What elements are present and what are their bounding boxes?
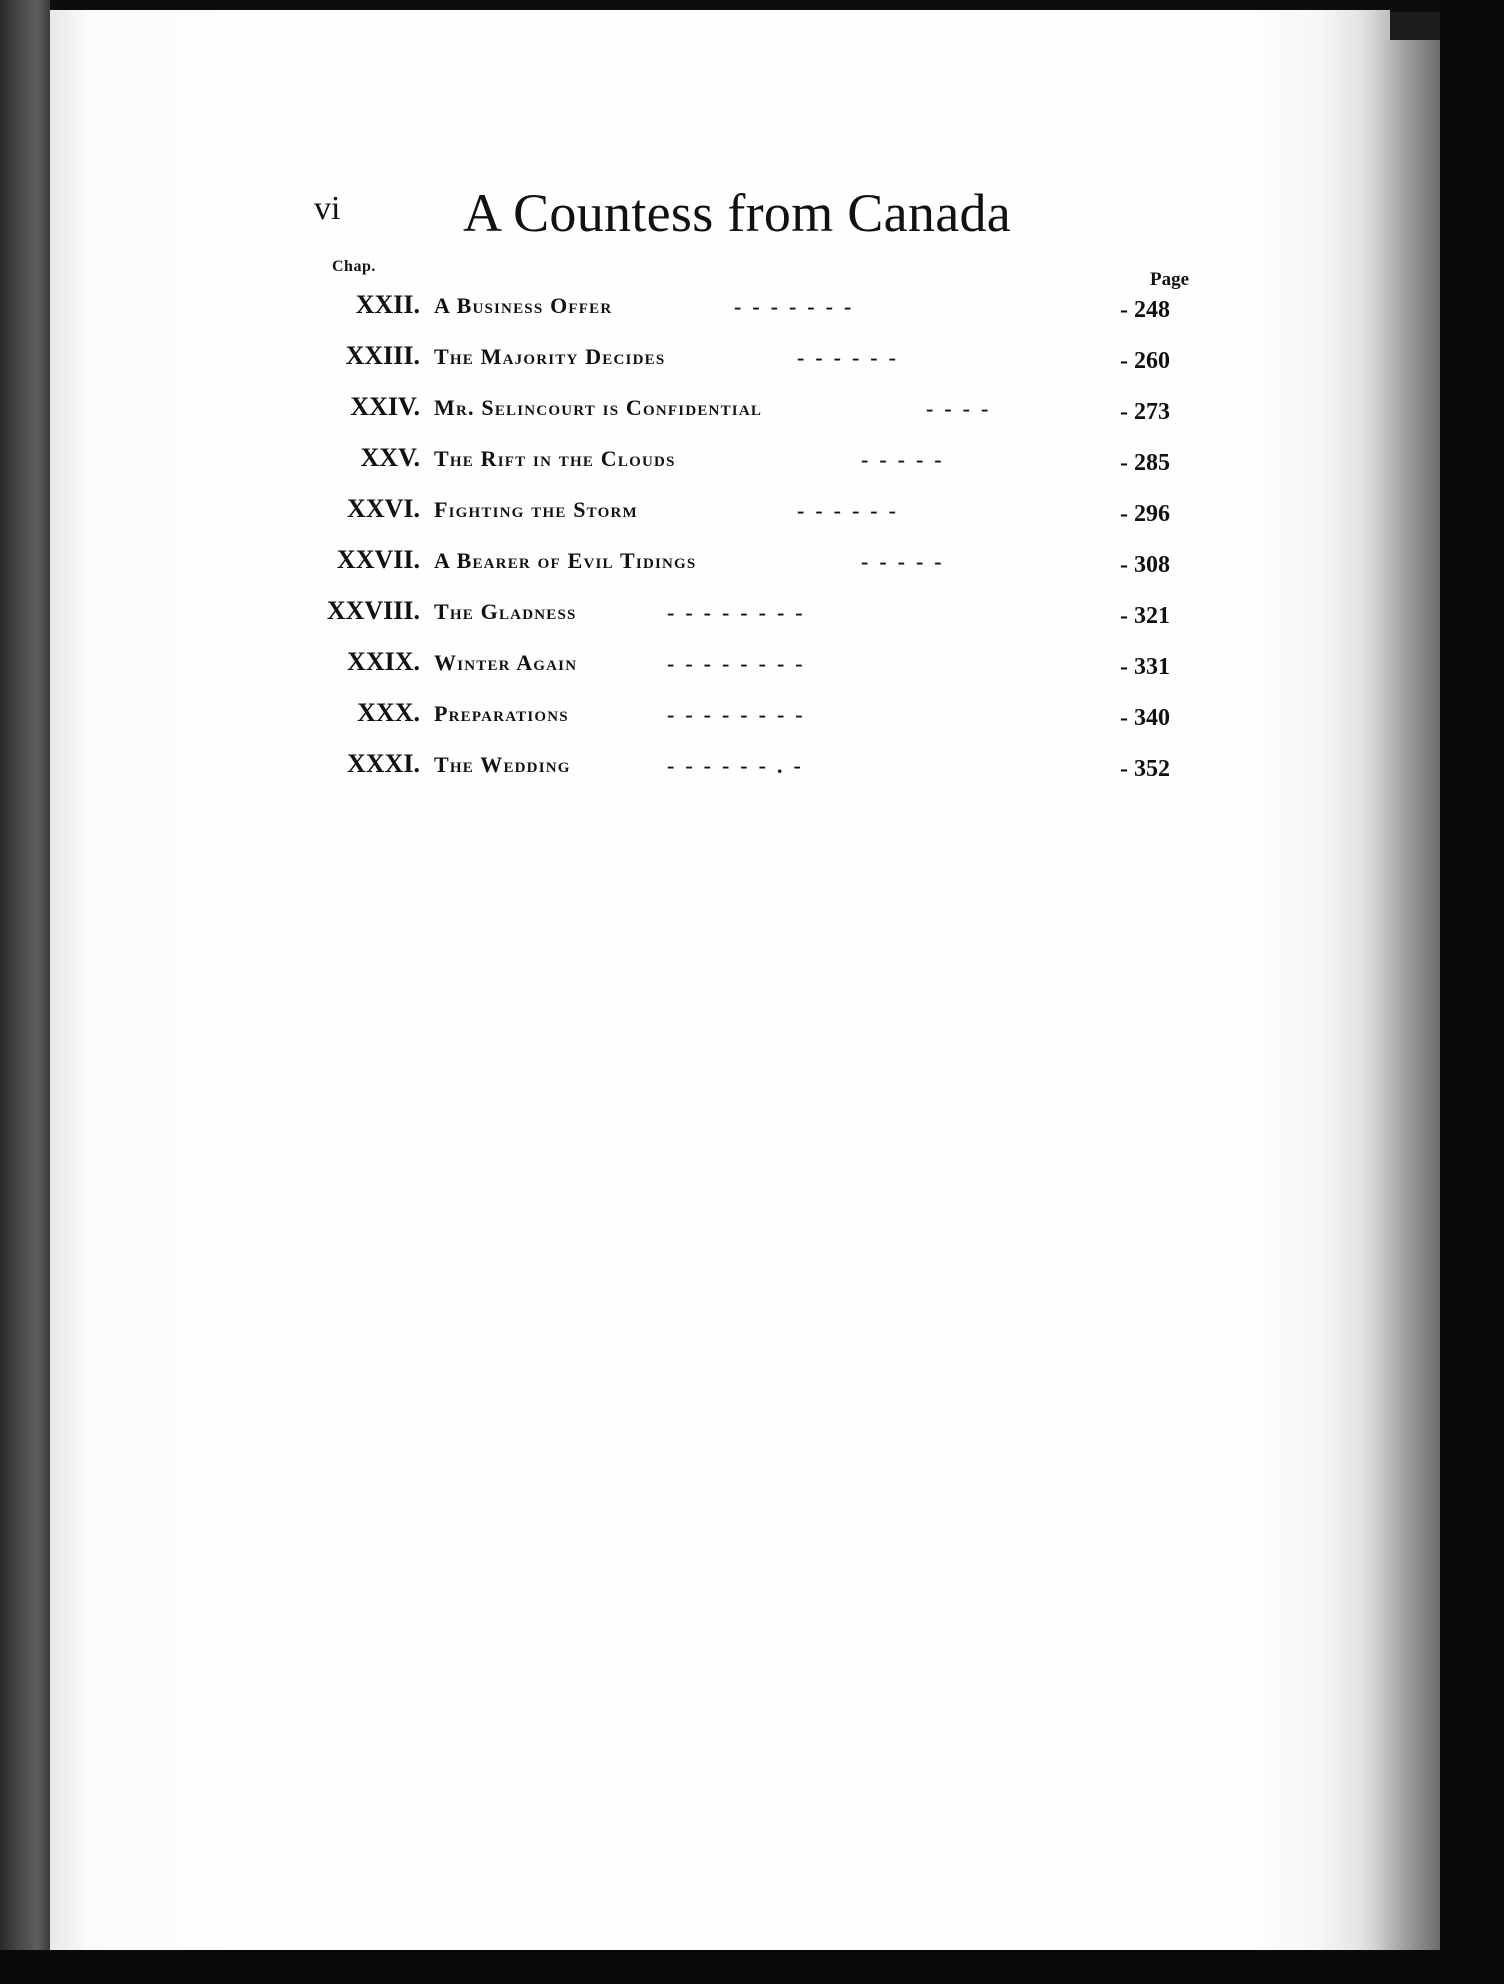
dot-leader: - - - - - - - - <box>667 600 803 625</box>
page-number: - 331 <box>1120 654 1170 680</box>
page-number: - 321 <box>1120 603 1170 629</box>
dot-leader: - - - - - - <box>797 345 896 370</box>
chapter-number: XXVIII. <box>326 596 420 625</box>
toc-entry <box>0 494 1504 534</box>
dot-leader: - - - - - <box>861 549 942 574</box>
toc-entry <box>0 545 1504 585</box>
toc-entry <box>0 647 1504 687</box>
chapter-title: Winter Again <box>434 650 578 675</box>
chapter-number: XXX. <box>357 698 420 727</box>
page-number: - 248 <box>1120 297 1170 323</box>
chapter-number: XXVI. <box>347 494 420 523</box>
dot-leader: - - - - - - . - <box>667 753 801 778</box>
page-number: - 340 <box>1120 705 1170 731</box>
toc-entry <box>0 443 1504 483</box>
page-column-heading: Page <box>1150 269 1190 290</box>
toc-entry <box>0 392 1504 432</box>
chapter-number: XXXI. <box>347 749 420 778</box>
chapter-title: The Majority Decides <box>434 344 666 369</box>
dot-leader: - - - - <box>926 396 989 421</box>
page-number: - 273 <box>1120 399 1170 425</box>
chapter-number: XXVII. <box>336 545 420 574</box>
toc-entry <box>0 596 1504 636</box>
page-number: - 285 <box>1120 450 1170 476</box>
chapter-number: XXIV. <box>350 392 420 421</box>
chapter-number: XXIII. <box>345 341 420 370</box>
chapter-number: XXV. <box>360 443 420 472</box>
page-number: - 308 <box>1120 552 1170 578</box>
chapter-number: XXIX. <box>347 647 420 676</box>
dot-leader: - - - - - <box>861 447 942 472</box>
dot-leader: - - - - - - - - <box>667 702 803 727</box>
chapter-title: Preparations <box>434 701 569 726</box>
chapter-title: The Rift in the Clouds <box>434 446 676 471</box>
toc-entry <box>0 341 1504 381</box>
chapter-number: XXII. <box>355 290 420 319</box>
chapter-title: The Gladness <box>434 599 577 624</box>
page-folio: vi <box>314 190 341 227</box>
page-number: - 352 <box>1120 756 1170 782</box>
chapter-title: A Bearer of Evil Tidings <box>434 548 697 573</box>
page-number: - 296 <box>1120 501 1170 527</box>
toc-entry <box>0 749 1504 789</box>
running-title: A Countess from Canada <box>463 183 1012 243</box>
dot-leader: - - - - - - - <box>734 294 852 319</box>
toc-entry <box>0 698 1504 738</box>
dot-leader: - - - - - - <box>797 498 896 523</box>
scan-bottom-border <box>0 1950 1504 1984</box>
chapter-title: Fighting the Storm <box>434 497 638 522</box>
chapter-column-heading: Chap. <box>332 258 376 275</box>
page-number: - 260 <box>1120 348 1170 374</box>
chapter-title: The Wedding <box>434 752 571 777</box>
dot-leader: - - - - - - - - <box>667 651 803 676</box>
toc-entry <box>0 290 1504 330</box>
chapter-title: Mr. Selincourt is Confidential <box>434 395 763 420</box>
chapter-title: A Business Offer <box>434 293 613 318</box>
